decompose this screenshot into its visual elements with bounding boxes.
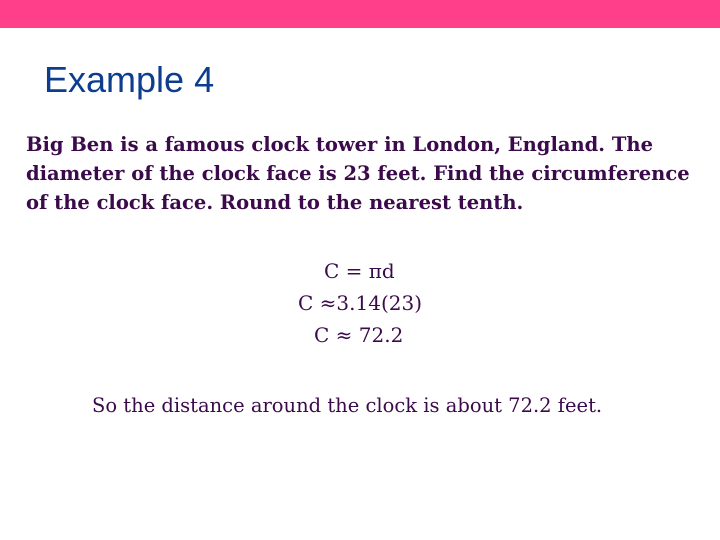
equation-block — [270, 255, 450, 351]
problem-line: diameter of the clock face is 23 feet. Find the circumference — [26, 162, 690, 185]
problem-text — [26, 130, 698, 217]
problem-line: of the clock face. Round to the nearest tenth. — [26, 191, 524, 214]
equation-substitution: C ≈3.14(23) — [298, 291, 423, 315]
equation-result: C ≈ 72.2 — [314, 323, 404, 347]
top-accent-bar — [0, 0, 720, 28]
answer-statement: So the distance around the clock is about 72.2 feet. — [92, 394, 603, 417]
equation-formula: C = πd — [324, 259, 395, 283]
problem-line: Big Ben is a famous clock tower in London, England. The — [26, 133, 653, 156]
slide-title: Example 4 — [44, 59, 215, 100]
